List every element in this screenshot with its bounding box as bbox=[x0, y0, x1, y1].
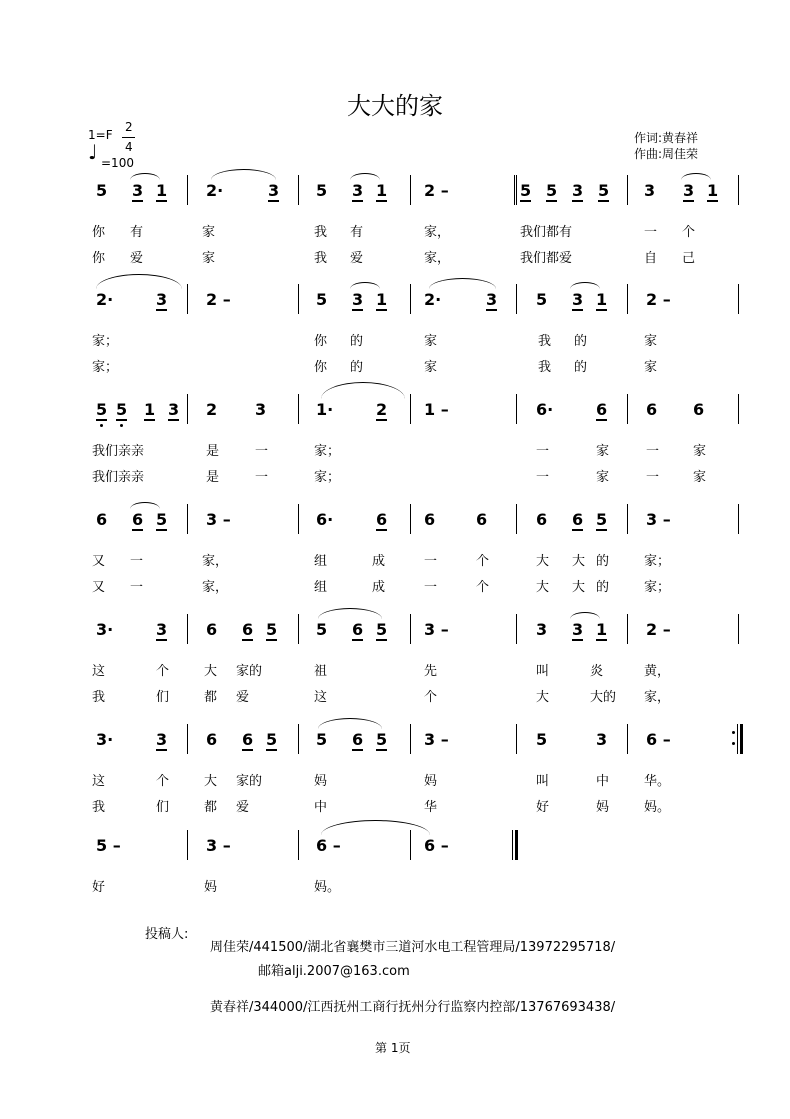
note: 6 – bbox=[316, 836, 341, 855]
barline bbox=[627, 394, 628, 424]
note: 1· bbox=[316, 400, 334, 419]
note: 6 bbox=[646, 400, 658, 419]
note: 3 – bbox=[206, 510, 231, 529]
note: 5 bbox=[596, 510, 608, 529]
note: 5 bbox=[316, 730, 328, 749]
lyric-verse-1: 妈 bbox=[424, 774, 438, 789]
lyric-verse-2: 家， bbox=[424, 251, 451, 266]
lyric-verse-1: 一 bbox=[644, 225, 658, 240]
note: 3 bbox=[168, 400, 180, 419]
note: 6· bbox=[316, 510, 334, 529]
low-octave-dot bbox=[120, 424, 123, 427]
note: 5 bbox=[156, 510, 168, 529]
lyric-verse-1: 个 bbox=[476, 554, 490, 569]
barline bbox=[187, 614, 188, 644]
page-number: 第 1页 bbox=[375, 1041, 411, 1055]
barline bbox=[410, 394, 411, 424]
key-signature: 1=F bbox=[88, 128, 113, 142]
barline bbox=[514, 175, 515, 205]
barline bbox=[627, 504, 628, 534]
final-barline-thin bbox=[512, 830, 513, 860]
lyric-verse-1: 有 bbox=[130, 225, 144, 240]
contributor-label: 投稿人: bbox=[145, 927, 189, 942]
lyric-verse-1: 一 bbox=[424, 554, 438, 569]
repeat-barline-thick bbox=[740, 724, 743, 754]
note: 3 bbox=[572, 181, 584, 200]
lyric-verse-1: 这 bbox=[92, 664, 106, 679]
note: 6 bbox=[242, 620, 254, 639]
contributor-1-email: 邮箱alji.2007@163.com bbox=[258, 964, 410, 979]
barline bbox=[627, 284, 628, 314]
slur bbox=[350, 173, 380, 180]
lyric-verse-2: 己 bbox=[682, 251, 696, 266]
lyric-verse-1: 我们亲亲 bbox=[92, 444, 145, 459]
note: 2· bbox=[206, 181, 224, 200]
lyric-verse-2: 中 bbox=[314, 800, 328, 815]
note: 6 – bbox=[646, 730, 671, 749]
slur bbox=[681, 173, 711, 180]
lyric-verse-1: 先 bbox=[424, 664, 438, 679]
lyric-verse-2: 你 bbox=[92, 251, 106, 266]
lyric-verse-2: 家 bbox=[644, 360, 658, 375]
lyric-verse-2: 家 bbox=[202, 251, 216, 266]
note: 6 bbox=[424, 510, 436, 529]
lyric-verse-2: 爱 bbox=[236, 800, 250, 815]
lyric-verse-1: 成 bbox=[372, 554, 386, 569]
time-signature-top: 2 bbox=[125, 120, 133, 134]
note: 6 bbox=[693, 400, 705, 419]
note: 1 bbox=[707, 181, 719, 200]
lyric-verse-2: 家 bbox=[424, 360, 438, 375]
note: 5 bbox=[536, 730, 548, 749]
lyric-verse-1: 我 bbox=[314, 225, 328, 240]
lyric-verse-1: 又 bbox=[92, 554, 106, 569]
lyric-verse-1: 是 bbox=[206, 444, 220, 459]
note: 2 – bbox=[206, 290, 231, 309]
note: 3 bbox=[572, 620, 584, 639]
note: 6 bbox=[572, 510, 584, 529]
lyric-verse-1: 个 bbox=[682, 225, 696, 240]
note: 1 bbox=[156, 181, 168, 200]
lyric-verse-2: 一 bbox=[536, 470, 550, 485]
barline bbox=[738, 394, 739, 424]
lyric-verse-1: 叫 bbox=[536, 664, 550, 679]
note: 1 – bbox=[424, 400, 449, 419]
note: 3 bbox=[683, 181, 695, 200]
lyric-verse-2: 家 bbox=[596, 470, 610, 485]
lyric-verse-2: 我 bbox=[538, 360, 552, 375]
note: 5 bbox=[376, 730, 388, 749]
lyric-verse-2: 我 bbox=[92, 800, 106, 815]
lyric-verse-2: 妈 bbox=[596, 800, 610, 815]
note: 2 bbox=[376, 400, 388, 419]
barline bbox=[516, 614, 517, 644]
slur bbox=[570, 282, 600, 289]
barline bbox=[187, 284, 188, 314]
lyric-verse-1: 一 bbox=[646, 444, 660, 459]
barline bbox=[187, 175, 188, 205]
barline bbox=[410, 175, 411, 205]
note: 6 bbox=[132, 510, 144, 529]
barline bbox=[627, 614, 628, 644]
note: 5 – bbox=[96, 836, 121, 855]
composer: 作曲:周佳荣 bbox=[634, 147, 699, 161]
lyric-verse-2: 家； bbox=[644, 580, 671, 595]
lyric-verse-2: 一 bbox=[424, 580, 438, 595]
lyric-verse-1: 个 bbox=[156, 774, 170, 789]
slur bbox=[211, 169, 276, 180]
lyric-verse-2: 们 bbox=[156, 690, 170, 705]
lyric-verse-2: 们 bbox=[156, 800, 170, 815]
lyric-verse-2: 家； bbox=[92, 360, 119, 375]
barline bbox=[187, 830, 188, 860]
lyric-verse-2: 个 bbox=[424, 690, 438, 705]
lyric-verse-2: 家 bbox=[693, 470, 707, 485]
lyric-verse-1: 家的 bbox=[236, 664, 263, 679]
note: 3 – bbox=[646, 510, 671, 529]
barline bbox=[298, 175, 299, 205]
lyric-verse-2: 都 bbox=[204, 800, 218, 815]
barline bbox=[627, 724, 628, 754]
low-octave-dot bbox=[100, 424, 103, 427]
note: 3 bbox=[352, 290, 364, 309]
note: 1 bbox=[376, 181, 388, 200]
lyric-verse-1: 祖 bbox=[314, 664, 328, 679]
note: 3 bbox=[536, 620, 548, 639]
barline bbox=[738, 614, 739, 644]
barline bbox=[627, 175, 628, 205]
slur bbox=[570, 612, 600, 619]
lyric-verse-1: 好 bbox=[92, 880, 106, 895]
lyric-verse-2: 家， bbox=[202, 580, 229, 595]
lyric-verse-2: 你 bbox=[314, 360, 328, 375]
lyric-verse-1: 家 bbox=[424, 334, 438, 349]
note: 3· bbox=[96, 620, 114, 639]
lyric-verse-2: 都 bbox=[204, 690, 218, 705]
note: 3 bbox=[572, 290, 584, 309]
barline bbox=[738, 504, 739, 534]
lyric-verse-2: 爱 bbox=[236, 690, 250, 705]
note: 2 – bbox=[646, 290, 671, 309]
lyric-verse-1: 家 bbox=[693, 444, 707, 459]
lyric-verse-1: 一 bbox=[130, 554, 144, 569]
final-barline-thick bbox=[515, 830, 518, 860]
slur bbox=[350, 282, 380, 289]
lyric-verse-1: 我 bbox=[538, 334, 552, 349]
note: 5 bbox=[266, 730, 278, 749]
quarter-note-icon: ♩ bbox=[88, 140, 98, 164]
lyric-verse-2: 我 bbox=[92, 690, 106, 705]
lyric-verse-2: 家， bbox=[644, 690, 671, 705]
slur bbox=[318, 608, 382, 619]
lyric-verse-2: 是 bbox=[206, 470, 220, 485]
note: 2· bbox=[424, 290, 442, 309]
lyric-verse-1: 大 bbox=[204, 664, 218, 679]
time-signature-bottom: 4 bbox=[125, 140, 133, 154]
lyric-verse-1: 华。 bbox=[644, 774, 671, 789]
page-title: 大大的家 bbox=[347, 92, 443, 120]
note: 3 bbox=[486, 290, 498, 309]
note: 5 bbox=[96, 400, 108, 419]
lyric-verse-1: 中 bbox=[596, 774, 610, 789]
lyric-verse-2: 妈。 bbox=[644, 800, 671, 815]
lyric-verse-2: 我 bbox=[314, 251, 328, 266]
slur bbox=[96, 274, 182, 289]
note: 6 bbox=[352, 620, 364, 639]
note: 3 – bbox=[424, 730, 449, 749]
barline bbox=[516, 724, 517, 754]
barline bbox=[516, 504, 517, 534]
note: 3 bbox=[596, 730, 608, 749]
lyric-verse-1: 妈 bbox=[314, 774, 328, 789]
repeat-dot bbox=[732, 731, 735, 734]
lyric-verse-2: 一 bbox=[646, 470, 660, 485]
note: 5 bbox=[316, 290, 328, 309]
lyric-verse-2: 我们亲亲 bbox=[92, 470, 145, 485]
note: 3 – bbox=[424, 620, 449, 639]
lyric-verse-1: 的 bbox=[350, 334, 364, 349]
note: 3· bbox=[96, 730, 114, 749]
barline bbox=[298, 394, 299, 424]
note: 3 bbox=[255, 400, 267, 419]
barline bbox=[516, 394, 517, 424]
note: 6 bbox=[96, 510, 108, 529]
lyric-verse-2: 好 bbox=[536, 800, 550, 815]
note: 6 bbox=[352, 730, 364, 749]
note: 5 bbox=[520, 181, 532, 200]
note: 3 bbox=[156, 730, 168, 749]
lyric-verse-2: 大 bbox=[536, 690, 550, 705]
lyric-verse-1: 妈。 bbox=[314, 880, 341, 895]
tempo-marking: =100 bbox=[101, 156, 134, 170]
time-signature-line bbox=[122, 137, 135, 138]
lyric-verse-1: 家， bbox=[424, 225, 451, 240]
note: 2 – bbox=[646, 620, 671, 639]
note: 1 bbox=[376, 290, 388, 309]
barline bbox=[410, 724, 411, 754]
note: 3 bbox=[268, 181, 280, 200]
lyric-verse-2: 一 bbox=[255, 470, 269, 485]
lyric-verse-1: 一 bbox=[255, 444, 269, 459]
slur bbox=[321, 820, 430, 835]
note: 5 bbox=[266, 620, 278, 639]
lyric-verse-1: 大 bbox=[204, 774, 218, 789]
lyric-verse-1: 家， bbox=[202, 554, 229, 569]
lyric-verse-2: 这 bbox=[314, 690, 328, 705]
note: 5 bbox=[598, 181, 610, 200]
lyric-verse-1: 大 bbox=[536, 554, 550, 569]
barline bbox=[298, 724, 299, 754]
lyric-verse-1: 组 bbox=[314, 554, 328, 569]
lyric-verse-2: 爱 bbox=[350, 251, 364, 266]
lyric-verse-1: 这 bbox=[92, 774, 106, 789]
repeat-barline-thin bbox=[737, 724, 738, 754]
slur bbox=[318, 718, 382, 729]
note: 3 – bbox=[206, 836, 231, 855]
barline bbox=[516, 284, 517, 314]
note: 3 bbox=[156, 290, 168, 309]
lyric-verse-1: 的 bbox=[574, 334, 588, 349]
lyric-verse-1: 家 bbox=[644, 334, 658, 349]
barline bbox=[410, 614, 411, 644]
lyric-verse-2: 一 bbox=[130, 580, 144, 595]
note: 5 bbox=[376, 620, 388, 639]
lyric-verse-2: 大 bbox=[536, 580, 550, 595]
note: 5 bbox=[316, 620, 328, 639]
lyric-verse-1: 家 bbox=[202, 225, 216, 240]
lyric-verse-2: 爱 bbox=[130, 251, 144, 266]
contributor-2: 黄春祥/344000/江西抚州工商行抚州分行监察内控部/13767693438/ bbox=[210, 1000, 616, 1015]
note: 6 bbox=[206, 730, 218, 749]
lyric-verse-1: 有 bbox=[350, 225, 364, 240]
barline bbox=[410, 284, 411, 314]
barline bbox=[187, 394, 188, 424]
lyric-verse-1: 炎 bbox=[590, 664, 604, 679]
lyric-verse-1: 你 bbox=[92, 225, 106, 240]
note: 1 bbox=[596, 290, 608, 309]
note: 2 – bbox=[424, 181, 449, 200]
lyric-verse-2: 个 bbox=[476, 580, 490, 595]
note: 6· bbox=[536, 400, 554, 419]
note: 1 bbox=[596, 620, 608, 639]
lyric-verse-2: 成 bbox=[372, 580, 386, 595]
barline bbox=[738, 284, 739, 314]
lyric-verse-1: 黄， bbox=[644, 664, 671, 679]
lyric-verse-2: 大 bbox=[572, 580, 586, 595]
note: 6 bbox=[242, 730, 254, 749]
barline bbox=[298, 284, 299, 314]
barline bbox=[298, 830, 299, 860]
note: 5 bbox=[536, 290, 548, 309]
note: 3 bbox=[352, 181, 364, 200]
lyric-verse-1: 家的 bbox=[236, 774, 263, 789]
lyric-verse-1: 一 bbox=[536, 444, 550, 459]
lyric-verse-1: 我们都有 bbox=[520, 225, 573, 240]
note: 3 bbox=[644, 181, 656, 200]
note: 6 bbox=[596, 400, 608, 419]
barline bbox=[516, 175, 517, 205]
note: 5 bbox=[316, 181, 328, 200]
barline bbox=[187, 504, 188, 534]
note: 6 bbox=[206, 620, 218, 639]
lyric-verse-1: 大 bbox=[572, 554, 586, 569]
note: 2· bbox=[96, 290, 114, 309]
lyric-verse-2: 大的 bbox=[590, 690, 617, 705]
note: 2 bbox=[206, 400, 218, 419]
lyric-verse-1: 你 bbox=[314, 334, 328, 349]
lyric-verse-2: 的 bbox=[574, 360, 588, 375]
note: 6 – bbox=[424, 836, 449, 855]
lyric-verse-1: 家； bbox=[314, 444, 341, 459]
lyric-verse-1: 叫 bbox=[536, 774, 550, 789]
lyric-verse-2: 华 bbox=[424, 800, 438, 815]
lyric-verse-1: 妈 bbox=[204, 880, 218, 895]
note: 6 bbox=[536, 510, 548, 529]
lyric-verse-2: 自 bbox=[644, 251, 658, 266]
lyricist: 作词:黄春祥 bbox=[634, 131, 699, 145]
lyric-verse-1: 家 bbox=[596, 444, 610, 459]
lyric-verse-2: 组 bbox=[314, 580, 328, 595]
slur bbox=[130, 502, 160, 509]
lyric-verse-1: 家； bbox=[644, 554, 671, 569]
lyric-verse-2: 的 bbox=[596, 580, 610, 595]
note: 1 bbox=[144, 400, 156, 419]
lyric-verse-1: 个 bbox=[156, 664, 170, 679]
barline bbox=[298, 614, 299, 644]
barline bbox=[410, 504, 411, 534]
barline bbox=[738, 175, 739, 205]
note: 5 bbox=[116, 400, 128, 419]
lyric-verse-1: 家； bbox=[92, 334, 119, 349]
note: 3 bbox=[132, 181, 144, 200]
note: 5 bbox=[96, 181, 108, 200]
slur bbox=[321, 382, 405, 399]
contributor-1: 周佳荣/441500/湖北省襄樊市三道河水电工程管理局/13972295718/ bbox=[210, 940, 616, 955]
note: 6 bbox=[376, 510, 388, 529]
lyric-verse-2: 家； bbox=[314, 470, 341, 485]
barline bbox=[187, 724, 188, 754]
repeat-dot bbox=[732, 742, 735, 745]
lyric-verse-2: 又 bbox=[92, 580, 106, 595]
note: 3 bbox=[156, 620, 168, 639]
lyric-verse-2: 我们都爱 bbox=[520, 251, 573, 266]
barline bbox=[298, 504, 299, 534]
slur bbox=[429, 278, 496, 289]
slur bbox=[130, 173, 160, 180]
note: 6 bbox=[476, 510, 488, 529]
lyric-verse-1: 的 bbox=[596, 554, 610, 569]
lyric-verse-2: 的 bbox=[350, 360, 364, 375]
note: 5 bbox=[546, 181, 558, 200]
